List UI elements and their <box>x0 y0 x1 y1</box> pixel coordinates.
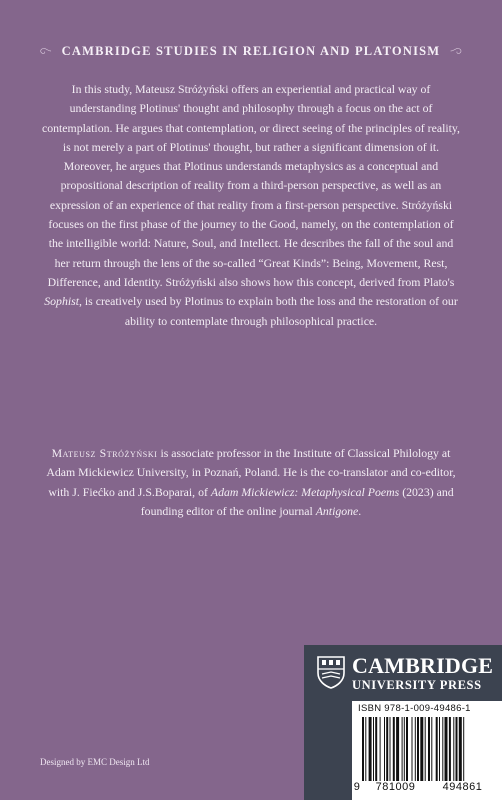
barcode-bar <box>442 717 443 781</box>
bio-journal: Antigone <box>315 503 359 518</box>
blurb-text: In this study, Mateusz Stróżyński offers an experiential and practical way of understanding Plotinus' thought and philosophy through a focus on the act of contemplation. He argues that contemplation, or direct seeing of the principles of reality, is not merely a part of Plotinus' thought, but rather a significant dimension of it. Moreover, he argues that Plotinus understands metaphysics as a conceptual and propositional description of reality from a third-person perspective, as well as an expression of an experience of that reality from a first-person perspective. Stróżyński focuses on the first phase of the journey to the Good, namely, on the contemplation of the intelligible world: Nature, Soul, and Intellect. He describes the fall of the soul and her return through the lens of the so-called “Great Kinds”: Being, Movement, Rest, Difference, and Identity. Stróżyński also shows how this concept, derived from Plato's <box>42 82 460 289</box>
barcode-bar <box>456 717 458 781</box>
barcode-bar <box>415 717 416 781</box>
bio-text-2: (2023) and founding editor of the online journal <box>140 484 454 518</box>
barcode-bar <box>431 717 432 781</box>
blurb-paragraph <box>40 80 462 331</box>
barcode-bar <box>396 717 399 781</box>
barcode-bar <box>386 717 388 781</box>
barcode-bar <box>428 717 430 781</box>
publisher-panel <box>304 645 502 800</box>
isbn-label: ISBN 978-1-009-49486-1 <box>358 703 471 714</box>
barcode-bar <box>369 717 372 781</box>
author-bio <box>40 444 462 521</box>
barcode-bar <box>417 717 419 781</box>
barcode-digit-group-2: 494861 <box>442 781 483 793</box>
author-name: Mateusz Stróżyński <box>51 446 158 460</box>
barcode-digit-group-1: 781009 <box>375 781 416 793</box>
publisher-subname: UNIVERSITY PRESS <box>352 678 482 692</box>
bio-book-title: Adam Mickiewicz: Metaphysical Poems <box>210 484 400 499</box>
barcode-bar <box>404 717 405 781</box>
barcode-bar <box>373 717 374 781</box>
barcode-bar <box>453 717 454 781</box>
cambridge-shield-icon <box>316 655 346 689</box>
barcode-bar <box>445 717 448 781</box>
design-credit: Designed by EMC Design Ltd <box>40 757 150 767</box>
barcode-bar <box>390 717 391 781</box>
barcode-bar <box>384 717 385 781</box>
barcode-bar <box>420 717 423 781</box>
barcode-bar <box>449 717 451 781</box>
barcode <box>352 701 502 800</box>
barcode-digit-lead: 9 <box>353 781 361 793</box>
barcode-bar <box>365 717 366 781</box>
barcode-bar <box>402 717 403 781</box>
blurb-text-end: , is creatively used by Plotinus to explain both the loss and the restoration of our ability to contemplate through philosophical practice. <box>79 294 458 328</box>
barcode-bar <box>406 717 408 781</box>
bio-text-1: is associate professor in the Institute of Classical Philology at Adam Mickiewicz University, in Poznań, Poland. He is the co-translator and co-editor, with J. Fiećko and J.S.Boparai, of <box>46 446 456 499</box>
series-header <box>40 40 462 62</box>
flourish-right-icon <box>450 46 462 56</box>
blurb-italic-work: Sophist <box>44 294 79 309</box>
barcode-bar <box>425 717 426 781</box>
barcode-bar <box>436 717 438 781</box>
barcode-bar <box>459 717 462 781</box>
barcode-bar <box>439 717 440 781</box>
series-title: CAMBRIDGE STUDIES IN RELIGION AND PLATONISM <box>61 43 441 58</box>
barcode-bar <box>362 717 364 781</box>
barcode-bar <box>412 717 413 781</box>
barcode-bar <box>375 717 377 781</box>
barcode-bar <box>380 717 381 781</box>
barcode-bars <box>362 717 496 781</box>
bio-text-3: . <box>358 503 362 518</box>
barcode-bar <box>463 717 464 781</box>
flourish-left-icon <box>40 46 52 56</box>
publisher-name: CAMBRIDGE <box>352 653 494 678</box>
barcode-bar <box>393 717 395 781</box>
barcode-digits <box>352 781 502 793</box>
